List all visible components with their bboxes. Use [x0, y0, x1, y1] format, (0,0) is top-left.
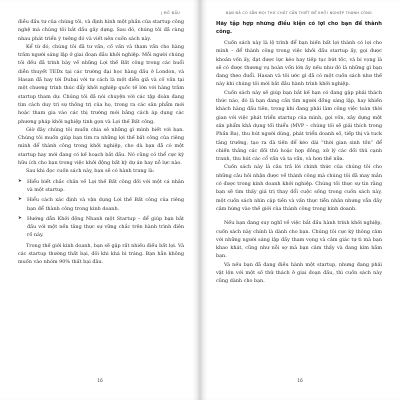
list-item: ➤ Hiểu cách xác định và vận dụng Lợi thế Bất công của riêng bạn để thành công trong kinh doanh.: [18, 197, 184, 212]
left-running-header: | MỞ ĐẦU: [160, 11, 180, 15]
right-body-text: [216, 20, 382, 286]
right-paragraph: Nếu bạn đang suy nghĩ về việc bắt đầu hành trình khởi nghiệp, cuốn sách này chính là dành cho bạn. Chúng tôi cực kỳ thông cảm với những người sáng lập đầy tham vọng và cảm giác tự ti mà bạn khao khát, cũng như nỗi sợ mà bạn cảm thấy và đang kìm hãm bạn.: [216, 220, 382, 260]
arrow-bullet-icon: ➤: [18, 197, 22, 203]
right-paragraph: Và nếu bạn đã đang điều hành một startup, nhưng đang phải vật lộn với một số thử thách ở giai đoạn đầu, thì cuốn sách này cũng dành cho bạn.: [216, 261, 382, 285]
left-paragraph: Giờ đây chúng tôi muốn chia sẻ những gì mình biết với bạn. Chúng tôi muốn giúp bạn tìm ra những lợi thế bất công của riêng mình để thành công trong khởi nghiệp, cho dù bạn đã có một startup hay mới đang có kế hoạch bắt đầu. Nó cũng có thể cực kỳ hữu ích cho bạn trong việc khởi động bất kỳ dự án hay nỗ lực nào.: [18, 126, 184, 167]
left-paragraph: Trong thế giới kinh doanh, bạn sẽ gặp rất nhiều điều bất lợi. Và các startup thường thất bại, đôi khi khá bi tráng. Bạn hẳn không muốn vào nhóm 90% thất bại đâu.: [18, 242, 184, 266]
right-page: [200, 0, 400, 400]
left-paragraph: Kể từ đó, chúng tôi đã tư vấn, cố vấn và tham vấn cho hàng trăm người sáng lập ở giai đoạn đầu khởi nghiệp. Mỗi người chúng tôi đều đã trình bày về những Lợi thế Bất công trong các buổi diễn thuyết TEDx tại các trường đại học hàng đầu ở London, và Hasan đã hay tới Dubai với tư cách là một diễn giả và cố vấn tại một chương trình thúc đẩy khởi nghiệp quốc tế lớn với hàng trăm startup tham dự. Chúng tôi đã nói chuyện với các tập đoàn đang tìm cách duy trì sự thống trị của họ, trong ra các sản phẩm mới hoặc tham gia vào các thị trường mới bằng cách áp dụng các phương pháp khởi nghiệp tinh gọn và Lợi thế Bất công.: [18, 43, 184, 125]
left-body-text: [18, 18, 184, 267]
list-item: ➤ Hiểu biết chắc chắn về Lợi thế Bất công đối với một cá nhân và một startup.: [18, 178, 184, 193]
arrow-bullet-icon: ➤: [18, 215, 22, 221]
list-intro: Sau khi đọc cuốn sách này, bạn sẽ có hành trang là:: [26, 168, 155, 175]
section-heading: Hãy tập hợp những điều kiện có lợi cho bạn để thành công.: [216, 21, 382, 35]
right-paragraph: Cuốn sách này là câu trả lời chính thức của chúng tôi cho những câu hỏi nhận được về thành công mà chúng tôi đã may mắn có được trong kinh doanh khởi nghiệp. Chúng tôi thực sự tin rằng bạn sẽ tìm thấy giá trị thay đổi cuộc sống trong cuốn sách này, một cuốn sách nhìn cặp tiền và vấn thực tiễn nhân nhưng vẫn đầy cảm hứng vào thế giới của thành công trong kinh doanh.: [216, 164, 382, 212]
right-paragraph: Cuốn sách này sẽ giúp bạn bắt kế hạn có đang gặp phải thách thức nào, đó là bạn đang cần tìm người đồng sáng lập, hay khiến khách hàng đầu tiên, trong khi đang phải làm công việc toàn thời gian với việc phát triển startup của mình, gọi vốn, xây dựng một sản phẩm khả dụng tối thiểu (MVP – chúng tôi sẽ giải thích trong Phần Ba), thu hút người dùng, phát triển doanh số, tiếp thị và tuck tăng trưởng, tạo ra đà tiến để kéo dài “thời gian sinh tồn” để chiến thắng các đối thủ hoặc hợp đồng, xử lý các đối thủ cạnh tranh, thu hút các cổ vấn và ta vấn, và hơn thế nữa.: [216, 89, 382, 163]
right-page-number: 16: [297, 379, 303, 384]
left-paragraph: điều đầu tư của chúng tôi, và định hình một phần của startup công nghệ mà chúng tôi bắt đầu gây dựng. Sau đó, chúng tôi đã cùng nhau phát triển ý tưởng đó và viết nên cuốn sách này.: [18, 19, 185, 42]
list-item: ➤ Hướng dẫn Khởi động Nhanh một Startup – để giúp bạn bắt đầu với một nền tảng thực sự vững chắc trên hành trình điên rồ này.: [18, 215, 184, 239]
right-paragraph: Cuốn sách này là lộ trình để bạn biến bất lợi thành có lợi cho mình – để thành công trong việc khởi đầu startup ấy, gọi được khoản vốn ấy, đạt được lực kéo hay tiếp tục bứt tốc, và bí vọng là sẽ có được thương vụ hoàn vốn lớn ấy nếu như đó là những gì bạn đang theo đuổi. Hasan và tôi ước gì đã có một cuốn sách như thế này khi chúng tôi mới bắt đầu hành trình khởi nghiệp.: [216, 40, 382, 88]
advantages-list: [18, 178, 184, 240]
arrow-bullet-icon: ➤: [18, 178, 22, 184]
right-running-header: BẠN ĐÃ CÓ SẴN MỌI THỨ CHẤT CẦN THIẾT ĐỂ KHỞI NGHIỆP THÀNH CÔNG: [226, 11, 372, 15]
left-page-number: 16: [97, 379, 103, 384]
